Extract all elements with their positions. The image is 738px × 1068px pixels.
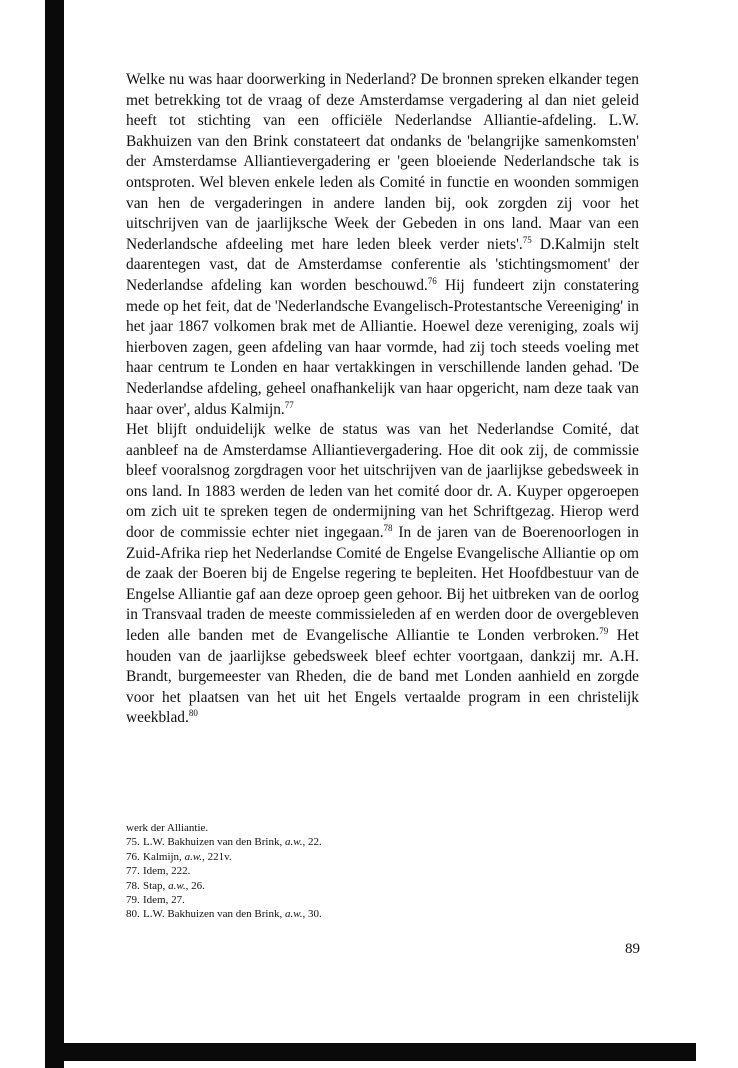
footnote-number: 78.	[126, 879, 140, 892]
footnote-ref: 78	[383, 523, 393, 534]
footnote-ref: 76	[427, 275, 437, 286]
footnote-abbreviation: a.w.	[284, 908, 303, 921]
footnote-ref: 77	[284, 399, 294, 410]
footnote-item	[126, 864, 546, 878]
page-number: 89	[625, 941, 640, 957]
footnote-item	[126, 893, 546, 907]
text-segment: Hij fundeert zijn constatering mede op het feit, dat de 'Nederlandsche Evangelisch-Protestantsche Vereeniging' in het jaar 1867 volkomen brak met de Alliantie. Hoewel deze vereniging, zoals wij hierboven zagen, geen afdeling van haar vormde, had zij toch steeds voeling met haar centrum te Londen en haar vertakkingen in verschillende landen gehad. 'De Nederlandse afdeling, geheel onafhankelijk van haar opgericht, nam deze taak van haar over', aldus Kalmijn.	[126, 276, 639, 418]
paragraph	[126, 70, 639, 420]
footnote-item	[126, 879, 546, 893]
scan-edge-left	[45, 0, 64, 1068]
footnote-continuation: werk der Alliantie.	[126, 822, 209, 834]
footnote-number: 77.	[126, 865, 140, 878]
footnote-text: Idem, 222.	[143, 865, 191, 878]
footnote-text: Kalmijn,	[143, 850, 185, 863]
text-segment: In de jaren van de Boerenoorlogen in Zuid-Afrika riep het Nederlandse Comité de Engelse Evangelische Alliantie op om de zaak der Boeren bij de Engelse regering te bepleiten. Het Hoofdbestuur van de Engelse Alliantie gaf aan deze oproep geen gehoor. Bij het uitbreken van de oorlog in Transvaal traden de meeste commissieleden af en werden door de overgebleven leden alle banden met de Evangelische Alliantie te Londen verbroken.	[126, 524, 639, 645]
footnote-page: , 30.	[302, 908, 322, 921]
text-segment: Welke nu was haar doorwerking in Nederland? De bronnen spreken elkander tegen met betrekking tot de vraag of deze Amsterdamse vergadering al dan niet geleid heeft tot stichting van een officiële Nederlandse Alliantie-afdeling. L.W. Bakhuizen van den Brink constateert dat ondanks de 'belangrijke samenkomsten' der Amsterdamse Alliantievergadering er 'geen bloeiende Nederlandsche tak is ontsproten. Wel bleven enkele leden als Comité in functie en woonden sommigen van hen de vergaderingen in andere landen bij, ook zorgden zij voor het uitschrijven van de jaarlijksche Week der Gebeden in ons land. Maar van een Nederlandsche afdeeling met hare leden bleek verder niets'.	[126, 71, 639, 253]
text-segment: Het blijft onduidelijk welke de status was van het Nederlandse Comité, dat aanbleef na de Amsterdamse Alliantievergadering. Hoe dit ook zij, de commissie bleef vooralsnog zorgdragen voor het uitschrijven van de jaarlijkse gebedsweek in ons land. In 1883 werden de leden van het comité door dr. A. Kuyper opgeroepen om zich uit te spreken tegen de ondermijning van het Schriftgezag. Hierop werd door de commissie echter niet ingegaan.	[126, 421, 639, 542]
body-text	[126, 70, 639, 729]
scan-edge-bottom	[45, 1043, 696, 1061]
footnote-item	[126, 907, 546, 921]
footnote-text: L.W. Bakhuizen van den Brink,	[143, 908, 285, 921]
footnote-number: 76.	[126, 850, 140, 863]
footnote-ref: 80	[188, 708, 198, 719]
footnote-text: L.W. Bakhuizen van den Brink,	[143, 836, 285, 849]
footnote-number: 80.	[126, 908, 140, 921]
footnote-item	[126, 850, 546, 864]
footnote-ref: 79	[599, 626, 609, 637]
footnote-text: Idem, 27.	[143, 894, 185, 907]
text-segment: Het houden van de jaarlijkse gebedsweek bleef echter voortgaan, dankzij mr. A.H. Brandt, burgemeester van Rheden, die de band met Londen aanhield en zorgde voor het plaatsen van het uit het Engels vertaalde program in een christelijk weekblad.	[126, 627, 639, 727]
footnote-abbreviation: a.w.	[168, 879, 186, 892]
footnote-text: Stap,	[143, 879, 169, 892]
footnote-number: 75.	[126, 836, 140, 849]
footnote-page: , 221v.	[202, 850, 232, 863]
footnote-abbreviation: a.w.	[284, 836, 303, 849]
footnote-item	[126, 835, 546, 849]
footnote-list	[126, 835, 546, 921]
footnote-abbreviation: a.w.	[184, 850, 203, 863]
footnote-ref: 75	[522, 234, 532, 245]
paragraph	[126, 420, 639, 729]
footnote-page: , 26.	[185, 879, 205, 892]
footnotes	[126, 821, 546, 922]
footnote-page: , 22.	[302, 836, 322, 849]
footnote-number: 79.	[126, 894, 140, 907]
text-segment: D.Kalmijn stelt daarentegen vast, dat de Amsterdamse conferentie als 'stichtingsmoment' der Nederlandse afdeling kan worden beschouwd.	[126, 235, 640, 294]
